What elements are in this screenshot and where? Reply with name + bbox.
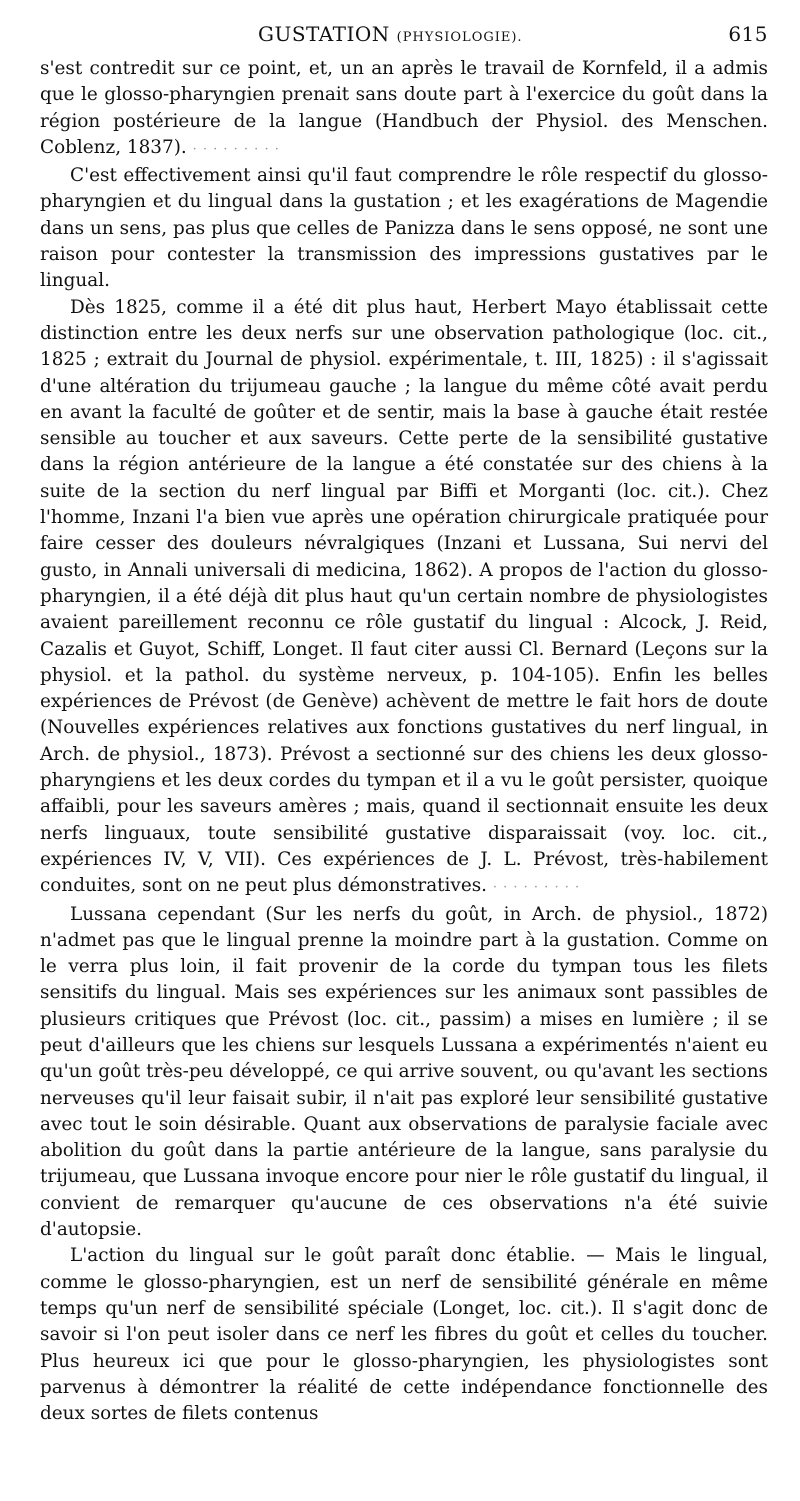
paragraph-2 bbox=[40, 163, 768, 294]
running-title bbox=[258, 22, 523, 46]
header-title: GUSTATION bbox=[258, 22, 390, 46]
paragraph-2-text: C'est effectivement ainsi qu'il faut comprendre le rôle respectif du glosso-pharyngien et du lingual dans la gustation ; et les exagérations de Magendie dans un sens, pas plus que celles de Panizza dans le sens opposé, ne sont une raison pour contester la transmission des impressions gustatives par le lingual. bbox=[40, 165, 768, 292]
paragraph-3-trail: · · · · · · · · · bbox=[492, 880, 581, 896]
paragraph-5 bbox=[40, 1243, 768, 1427]
paragraph-4 bbox=[40, 902, 768, 1244]
paragraph-4-text: Lussana cependant (Sur les nerfs du goût, in Arch. de physiol., 1872) n'admet pas que le lingual prenne la moindre part à la gustation. Comme on le verra plus loin, il fait provenir de la corde du tympan tous les filets sensitifs du lingual. Mais ses expériences sur les animaux sont passibles de plusieurs critiques que Prévost (loc. cit., passim) a mises en lumière ; il se peut d'ailleurs que les chiens sur lesquels Lussana a expérimentés n'aient eu qu'un goût très-peu développé, ce qui arrive souvent, ou qu'avant les sections nerveuses qu'il leur faisait subir, il n'ait pas exploré leur sensibilité gustative avec tout le soin désirable. Quant aux observations de paralysie faciale avec abolition du goût dans la partie antérieure de la langue, sans paralysie du trijumeau, que Lussana invoque encore pour nier le rôle gustatif du lingual, il convient de remarquer qu'aucune de ces observations n'a été suivie d'autopsie. bbox=[40, 903, 768, 1241]
header-subtitle: (PHYSIOLOGIE). bbox=[396, 30, 523, 45]
paragraph-1 bbox=[40, 56, 768, 163]
paragraph-1-text: s'est contredit sur ce point, et, un an après le travail de Kornfeld, il a admis que le glosso-pharyngien prenait sans doute part à l'exercice du goût dans la région postérieure de la langue (Handbuch der Physiol. des Menschen. Coblenz, 1837). bbox=[40, 58, 768, 158]
paragraph-5-text: L'action du lingual sur le goût paraît donc établie. — Mais le lingual, comme le glosso-pharyngien, est un nerf de sensibilité générale en même temps qu'un nerf de sensibilité spéciale (Longet, loc. cit.). Il s'agit donc de savoir si l'on peut isoler dans ce nerf les fibres du goût et celles du toucher. Plus heureux ici que pour le glosso-pharyngien, les physiologistes sont parvenus à démontrer la réalité de cette indépendance fonctionnelle des deux sortes de filets contenus bbox=[40, 1245, 768, 1425]
paragraph-3-text: Dès 1825, comme il a été dit plus haut, Herbert Mayo établissait cette distinction entre les deux nerfs sur une observation pathologique (loc. cit., 1825 ; extrait du Journal de physiol. expérimentale, t. III, 1825) : il s'agissait d'une altération du trijumeau gauche ; la langue du même côté avait perdu en avant la faculté de goûter et de sentir, mais la base à gauche était restée sensible au toucher et aux saveurs. Cette perte de la sensibilité gustative dans la région antérieure de la langue a été constatée sur des chiens à la suite de la section du nerf lingual par Biffi et Morganti (loc. cit.). Chez l'homme, Inzani l'a bien vue après une opération chirurgicale pratiquée pour faire cesser des douleurs névralgiques (Inzani et Lussana, Sui nervi del gusto, in Annali universali di medicina, 1862). A propos de l'action du glosso-pharyngien, il a été déjà dit plus haut qu'un certain nombre de physiologistes avaient pareillement reconnu ce rôle gustatif du lingual : Alcock, J. Reid, Cazalis et Guyot, Schiff, Longet. Il faut citer aussi Cl. Bernard (Leçons sur la physiol. et la pathol. du système nerveux, p. 104-105). Enfin les belles expériences de Prévost (de Genève) achèvent de mettre le fait hors de doute (Nouvelles expériences relatives aux fonctions gustatives du nerf lingual, in Arch. de physiol., 1873). Prévost a sectionné sur des chiens les deux glosso-pharyngiens et les deux cordes du tympan et il a vu le goût persister, quoique affaibli, pour les saveurs amères ; mais, quand il sectionnait ensuite les deux nerfs linguaux, toute sensibilité gustative disparaissait (voy. loc. cit., expériences IV, V, VII). Ces expériences de J. L. Prévost, très-habilement conduites, sont on ne peut plus démonstratives. bbox=[40, 296, 768, 897]
paragraph-1-trail: · · · · · · · · · bbox=[192, 141, 280, 157]
body-text bbox=[40, 56, 768, 1427]
paragraph-3 bbox=[40, 295, 768, 902]
book-page bbox=[40, 22, 768, 1427]
page-number: 615 bbox=[728, 22, 768, 46]
running-header bbox=[40, 22, 768, 52]
